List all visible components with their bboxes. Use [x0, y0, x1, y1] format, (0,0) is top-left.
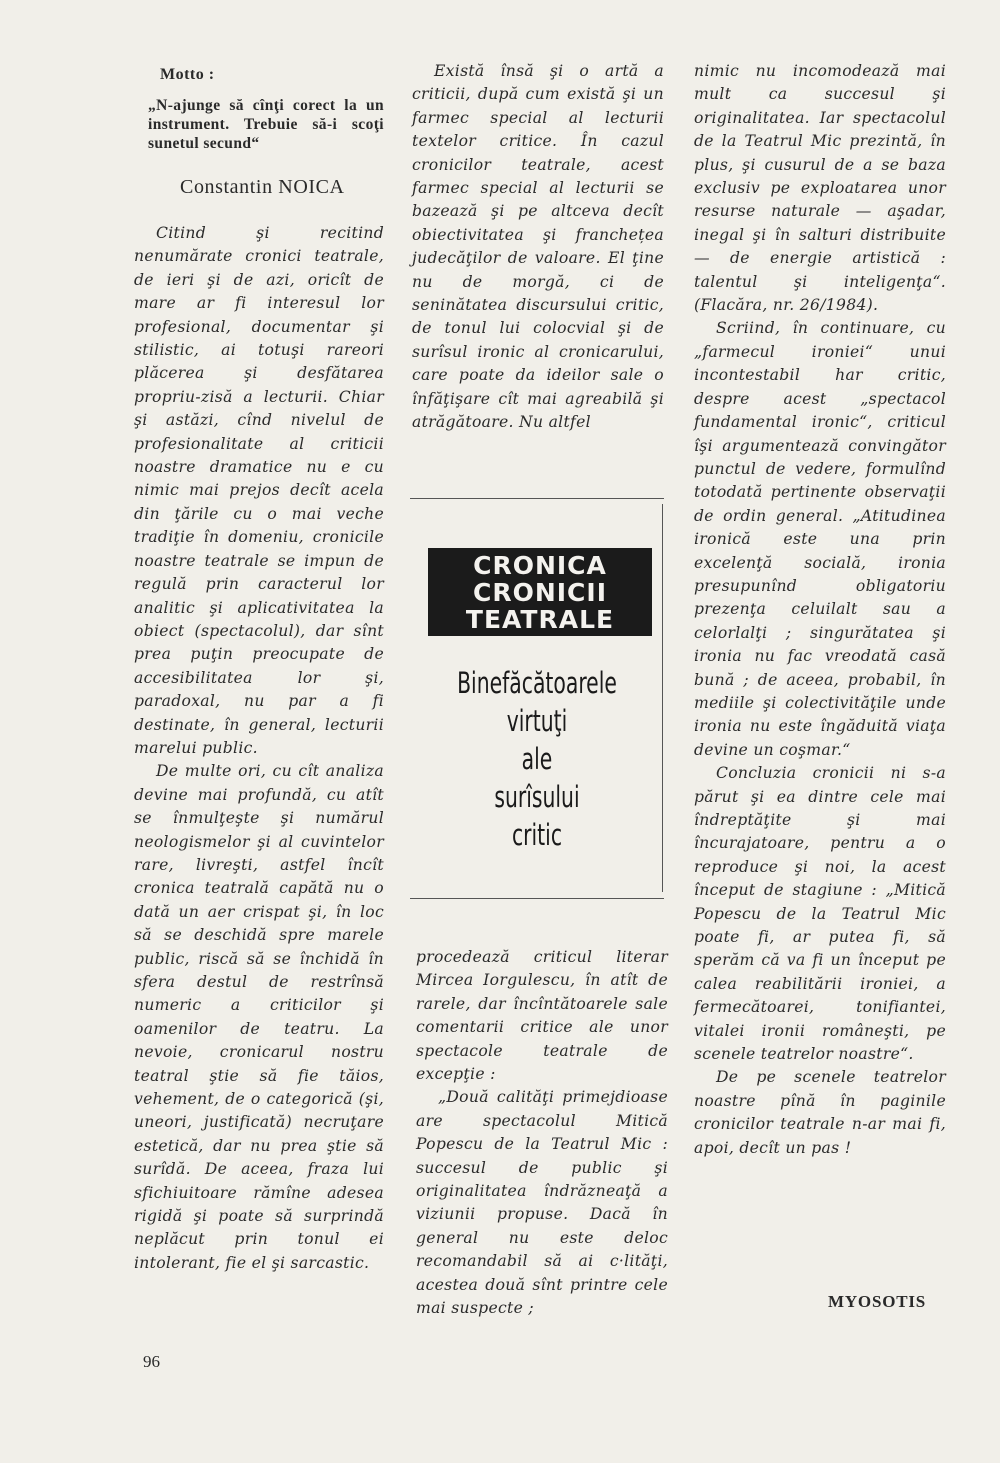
paragraph: Concluzia cronicii ni s-a părut şi ea dintre cele mai îndreptăţite şi mai încurajatoare, pentru a o reproduce şi noi, la acest început de stagiune : „Mitică Popescu de la Teatrul Mic poate fi, ar putea fi, să sperăm că va fi un început pe calea reabilitării ironiei, a fermecătoarei, tonifiantei, vitalei ironii româneşti, pe scenele teatrelor noastre“. [694, 764, 946, 1064]
title-line: Binefăcătoarele [457, 666, 617, 700]
banner-line: TEATRALE [465, 604, 615, 634]
title-line: ale [521, 742, 553, 776]
title-line: surîsului [494, 780, 580, 814]
author-signature: MYOSOTIS [828, 1292, 927, 1311]
article-column-2 [412, 60, 664, 435]
motto-text: „N-ajunge să cînţi corect la un instrument. Trebuie să-i scoţi sunetul secund“ [148, 97, 384, 152]
banner-line: CRONICA [473, 550, 607, 580]
paragraph: Citind şi recitind nenumărate cronici teatrale, de ieri şi de azi, oricît de mare ar fi interesul lor profesional, documentar şi stilistic, ai totuşi rareori plăcerea şi desfătarea propriu-zisă a lecturii. Chiar şi astăzi, cînd nivelul de profesionalitate al criticii noastre dramatice nu e cu nimic mai prejos decît acela din ţările cu o mai veche tradiţie în domeniu, cronicile noastre teatrale se impun de regulă prin caracterul lor analitic şi aplicativitatea la obiect (spectacolul), dar sînt prea puţin preocupate de accesibilitatea lor şi, paradoxal, nu par a fi destinate, în general, lecturii marelui public. [134, 224, 384, 757]
motto-author: Constantin NOICA [180, 176, 345, 198]
paragraph: nimic nu incomodează mai mult ca succesul şi originalitatea. Iar spectacolul de la Teatrul Mic prezintă, în plus, şi cusurul de a se baza exclusiv pe exploatarea unor resurse naturale — aşadar, inegal şi în salturi distribuite — de energie artistică : talentul şi inteligenţa“. (Flacăra, nr. 26/1984). [694, 62, 946, 315]
paragraph: De multe ori, cu cît analiza devine mai profundă, cu atît se înmulţeşte şi numărul neologismelor şi al cuvintelor rare, livreşti, astfel încît cronica teatrală capătă nu o dată un aer crispat şi, în loc să se deschidă spre marele public, riscă să se închidă în sfera destul de restrînsă numeric a criticilor şi oamenilor de teatru. La nevoie, cronicarul nostru teatral ştie să fie tăios, vehement, de o categorică (şi, uneori, justificată) necruţare estetică, dar nu prea ştie să surîdă. De aceea, fraza lui sfichiuitoare rămîne adesea rigidă şi poate să surprindă neplăcut prin tonul ei intolerant, fie el şi sarcastic. [134, 762, 384, 1272]
paragraph: Există însă şi o artă a criticii, după cum există şi un farmec special al lecturii textelor critice. În cazul cronicilor teatrale, acest farmec special al lecturii se bazează şi pe altceva decît obiectivitatea şi franchețea judecăţilor de valoare. El ţine nu de morgă, ci de seninătatea discursului critic, de tonul lui colocvial şi de surîsul ironic al cronicarului, care poate da ideilor sale o înfăţişare cît mai agreabilă şi atrăgătoare. Nu altfel [412, 62, 664, 432]
box-bottom-rule [410, 898, 664, 899]
paragraph: procedează criticul literar Mircea Iorgulescu, în atît de rarele, dar încîntătoarele sale comentarii critice ale unor spectacole teatrale de excepţie : [416, 948, 668, 1084]
banner-line: CRONICII [472, 577, 608, 607]
article-title [440, 664, 635, 854]
paragraph: Scriind, în continuare, cu „farmecul ironiei“ unui incontestabil har critic, despre acest „spectacol fundamental ironic“, criticul îşi argumentează convingător punctul de vedere, formulînd totodată pertinente observaţii de ordin general. „Atitudinea ironică este una prin excelenţă socială, ironia presupunînd obligatoriu prezenţa celuilalt sau a celorlalţi ; singurătatea şi ironia nu fac vreodată casă bună ; de aceea, probabil, în mediile şi colectivităţile unde ironia nu este îngăduită viaţa devine un coşmar.“ [694, 319, 946, 759]
motto-label: Motto : [160, 66, 215, 83]
article-column-2-lower [416, 946, 668, 1321]
section-banner [428, 548, 652, 636]
paragraph: De pe scenele teatrelor noastre pînă în paginile cronicilor teatrale n-ar mai fi, apoi, decît un pas ! [694, 1068, 946, 1157]
page-number: 96 [143, 1352, 160, 1371]
box-top-rule [410, 498, 664, 499]
title-line: virtuţi [506, 704, 568, 738]
feature-box [412, 504, 663, 892]
article-column-3 [694, 60, 946, 1160]
paragraph: „Două calităţi primejdioase are spectacolul Mitică Popescu de la Teatrul Mic : succesul de public şi originalitatea îndrăzneaţă a viziunii propuse. Dacă în general nu este deloc recomandabil să ai c·lităţi, acestea două sînt printre cele mai suspecte ; [416, 1088, 668, 1318]
article-column-1 [134, 222, 384, 1275]
title-line: critic [511, 818, 563, 852]
